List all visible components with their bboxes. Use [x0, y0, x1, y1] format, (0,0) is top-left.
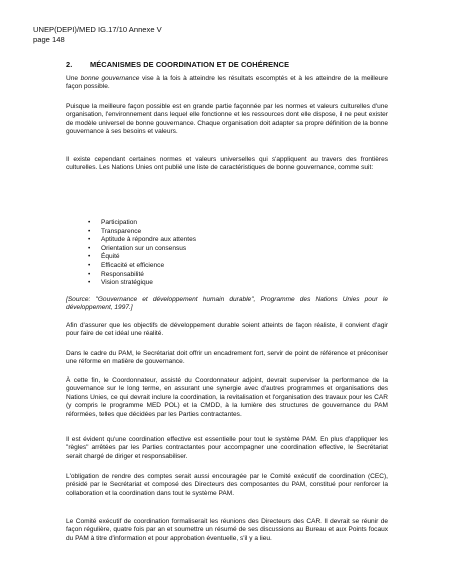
- paragraph-good-governance: [66, 75, 388, 92]
- page-header: [33, 25, 162, 45]
- paragraph-sustainable-goals: Afin d'assurer que les objectifs de développement durable soient atteints de façon réaliste, il convient d'agir pour faire de cet idéal une réalité.: [66, 322, 388, 338]
- list-item: • Responsabilité: [88, 271, 196, 280]
- document-reference: UNEP(DEPI)/MED IG.17/10 Annexe V: [33, 25, 162, 34]
- list-item: • Équité: [88, 253, 196, 262]
- list-item: • Vision stratégique: [88, 279, 196, 288]
- paragraph-universal-norms: Il existe cependant certaines normes et valeurs universelles qui s'appliquent au travers des frontières culturelles. Les Nations Unies ont publié une liste de caractéristiques de bonne gouvernance, comme suit:: [66, 156, 388, 172]
- emphasis-text: bonne gouvernance: [80, 75, 140, 82]
- paragraph-secretariat: Dans le cadre du PAM, le Secrétariat doit offrir un encadrement fort, servir de point de référence et préconiser une réforme en matière de gouvernance.: [66, 350, 388, 366]
- list-item: • Efficacité et efficience: [88, 262, 196, 271]
- paragraph-accountability: L'obligation de rendre des comptes serait aussi encouragée par le Comité exécutif de coordination (CEC), présidé par le Secrétariat et composé des Directeurs des composantes du PAM, constitué pour renforcer la collaboration et la coordination dans tout le système PAM.: [66, 473, 388, 497]
- source-citation: [Source: "Gouvernance et développement humain durable", Programme des Nations Unies pour le développement, 1997.]: [66, 296, 388, 312]
- list-item: • Transparence: [88, 228, 196, 237]
- list-item: • Orientation sur un consensus: [88, 245, 196, 254]
- paragraph-text: vise à la fois à atteindre les résultats escomptés et à les atteindre de la meilleure façon possible.: [66, 75, 388, 91]
- section-number: 2.: [66, 60, 73, 69]
- characteristics-list: [88, 219, 196, 288]
- paragraph-executive-committee: Le Comité exécutif de coordination formaliserait les réunions des Directeurs des CAR. Il devrait se réunir de façon régulière, quatre fois par an et soumettre un résumé de ses discussions au Bureau et aux Points focaux du PAM à titre d'information et pour approbation éventuelle, s'il y a lieu.: [66, 518, 388, 542]
- section-title: MÉCANISMES DE COORDINATION ET DE COHÉRENCE: [90, 60, 290, 69]
- paragraph-best-way: Puisque la meilleure façon possible est en grande partie façonnée par les normes et valeurs culturelles d'une organisation, l'environnement dans lequel elle fonctionne et les ressources dont elle dispose, il ne peut exister de modèle universel de bonne gouvernance. Chaque organisation doit adapter sa propre définition de la bonne gouvernance à ses besoins et valeurs.: [66, 103, 388, 136]
- list-item: • Aptitude à répondre aux attentes: [88, 236, 196, 245]
- list-item: • Participation: [88, 219, 196, 228]
- paragraph-coordination: Il est évident qu'une coordination effective est essentielle pour tout le système PAM. En plus d'appliquer les "règles" arrêtées par les Parties contractantes pour accompagner une coordination effective, le Secrétariat serait chargé de diriger et responsabiliser.: [66, 436, 388, 460]
- page-number: page 148: [33, 35, 65, 44]
- paragraph-coordinator: À cette fin, le Coordonnateur, assisté du Coordonnateur adjoint, devrait superviser la performance de la gouvernance sur le long terme, en assurant une synergie avec d'autres programmes et organisations des Nations Unies, ce qui devrait inclure la coordination, la revitalisation et l'organisation des travaux pour les CAR (y compris le programme MED POL) et la CMDD, à la lumière des structures de gouvernance du PAM réformées, telles que décidées par les Parties contractantes.: [66, 377, 388, 418]
- paragraph-text: Une: [66, 75, 81, 82]
- section-heading: [66, 60, 289, 69]
